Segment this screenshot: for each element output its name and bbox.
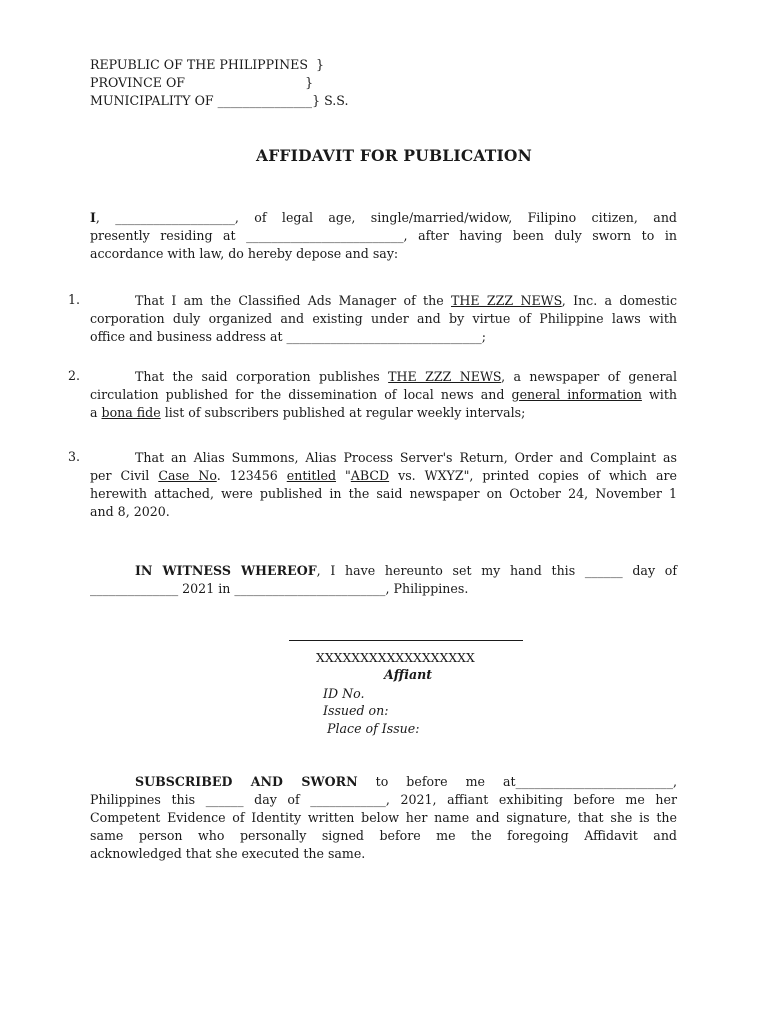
item-3-line-1: That an Alias Summons, Alias Process Server's Return, Order and Complaint as (135, 450, 677, 465)
witness-line-1: IN WITNESS WHEREOF, I have hereunto set my hand this ______ day of (135, 563, 678, 578)
signature-line (289, 640, 523, 641)
jurat-line-2: Philippines this ______ day of ____________, 2021, affiant exhibiting before me her (90, 792, 677, 807)
document-title: AFFIDAVIT FOR PUBLICATION (255, 146, 532, 165)
intro-paragraph (90, 209, 677, 263)
item-3-line-3: herewith attached, were published in the said newspaper on October 24, November 1 (90, 486, 677, 501)
item-1-line-2: corporation duly organized and existing under and by virtue of Philippine laws with (90, 311, 677, 326)
newspaper-name: THE ZZZ NEWS (451, 293, 562, 308)
newspaper-name: THE ZZZ NEWS (388, 369, 502, 384)
witness-paragraph (90, 562, 677, 598)
intro-line-3: accordance with law, do hereby depose and say: (90, 246, 399, 261)
item-2-paragraph (90, 368, 677, 422)
place-of-issue-label: Place of Issue: (327, 721, 420, 736)
id-number-label: ID No. (323, 686, 365, 701)
item-number-3: 3. (68, 449, 81, 464)
jurat-line-1: SUBSCRIBED AND SWORN to before me at_________________________, (135, 774, 677, 789)
item-number-2: 2. (68, 368, 81, 383)
item-1-line-3: office and business address at _______________________________; (90, 329, 486, 344)
header-republic: REPUBLIC OF THE PHILIPPINES } (90, 57, 324, 72)
affiant-label: Affiant (384, 667, 433, 682)
item-1-line-1: That I am the Classified Ads Manager of the THE ZZZ NEWS, Inc. a domestic (135, 293, 678, 308)
item-2-line-2: circulation published for the dissemination of local news and general information with (90, 387, 677, 402)
jurat-paragraph (90, 773, 677, 863)
jurat-line-5: acknowledged that she executed the same. (90, 846, 366, 861)
item-3-line-2: per Civil Case No. 123456 entitled "ABCD vs. WXYZ", printed copies of which are (90, 468, 677, 483)
item-1-paragraph (90, 292, 677, 346)
header-municipality: MUNICIPALITY OF _______________} S.S. (90, 93, 349, 108)
affiant-name: XXXXXXXXXXXXXXXXXX (316, 650, 475, 665)
jurat-line-3: Competent Evidence of Identity written below her name and signature, that she is the (90, 810, 677, 825)
item-2-line-3: a bona fide list of subscribers published at regular weekly intervals; (90, 405, 526, 420)
issued-on-label: Issued on: (323, 703, 389, 718)
item-3-line-4: and 8, 2020. (90, 504, 170, 519)
jurat-line-4: same person who personally signed before me the foregoing Affidavit and (90, 828, 677, 843)
intro-pronoun: I (90, 210, 96, 225)
witness-line-2: ______________ 2021 in ________________________, Philippines. (90, 581, 469, 596)
header-province: PROVINCE OF } (90, 75, 314, 90)
intro-line-1: I, ___________________, of legal age, single/married/widow, Filipino citizen, and (90, 210, 677, 225)
witness-heading: IN WITNESS WHEREOF (135, 563, 317, 578)
item-3-paragraph (90, 449, 677, 521)
item-number-1: 1. (68, 292, 81, 307)
item-2-line-1: That the said corporation publishes THE ZZZ NEWS, a newspaper of general (135, 369, 677, 384)
jurat-heading: SUBSCRIBED AND SWORN (135, 774, 358, 789)
intro-line-2: presently residing at _________________________, after having been duly sworn to in (90, 228, 677, 243)
